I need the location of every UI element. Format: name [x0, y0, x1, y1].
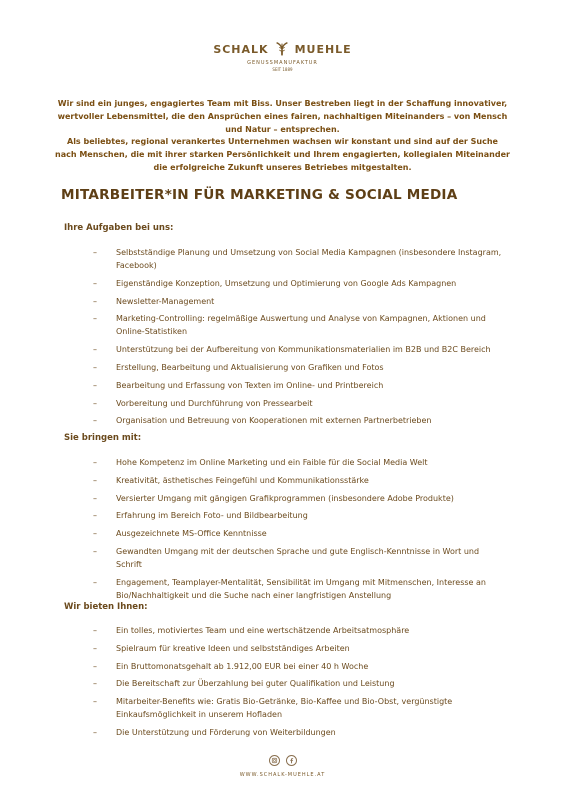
instagram-icon[interactable] — [269, 755, 280, 766]
dash-bullet: – — [93, 493, 97, 503]
job-title: MITARBEITER*IN FÜR MARKETING & SOCIAL MEDIA — [61, 187, 458, 203]
dash-bullet: – — [93, 511, 97, 521]
list-item: – Erfahrung im Bereich Foto- und Bildbearbeitung — [93, 511, 308, 521]
bring-list — [93, 456, 503, 607]
list-item: – Gewandten Umgang mit der deutschen Sprache und gute Englisch-Kenntnisse in Wort und Schrift — [93, 546, 480, 569]
dash-bullet: – — [93, 661, 97, 671]
tasks-list — [93, 246, 503, 432]
facebook-icon[interactable] — [286, 755, 297, 766]
list-item: – Hohe Kompetenz im Online Marketing und ein Faible für die Social Media Welt — [93, 458, 428, 467]
dash-bullet: – — [93, 643, 97, 653]
list-item: – Engagement, Teamplayer-Mentalität, Sensibilität im Umgang mit Mitmenschen, Interesse an Bio/Nachhaltigkeit und die Suche nach einer langfristigen Anstellung — [93, 577, 486, 600]
dash-bullet: – — [93, 398, 97, 408]
list-item: – Selbstständige Planung und Umsetzung von Social Media Kampagnen (insbesondere Instagram, Facebook) — [93, 248, 502, 270]
wheat-emblem-icon — [273, 40, 291, 58]
intro-text — [55, 98, 510, 175]
intro-paragraph-1: Wir sind ein junges, engagiertes Team mit Biss. Unser Bestreben liegt in der Schaffung innovativer, wertvoller Lebensmittel, die den Ansprüchen eines fairen, nachhaltigen Miteinanders – von Mensch und Natur – entsprechen. — [57, 99, 508, 134]
dash-bullet: – — [93, 278, 97, 288]
dash-bullet: – — [93, 458, 97, 467]
logo-text-left: SCHALK — [213, 42, 269, 56]
section-heading-offer: Wir bieten Ihnen: — [64, 602, 148, 612]
dash-bullet: – — [93, 727, 97, 737]
dash-bullet: – — [93, 345, 97, 355]
dash-bullet: – — [93, 679, 97, 689]
logo-subtitle: GENUSSMANUFAKTUR — [247, 60, 318, 66]
list-item: – Versierter Umgang mit gängigen Grafikprogrammen (insbesondere Adobe Produkte) — [93, 493, 454, 503]
list-item: – Ausgezeichnete MS-Office Kenntnisse — [93, 529, 267, 539]
list-item: – Ein Bruttomonatsgehalt ab 1.912,00 EUR bei einer 40 h Woche — [93, 661, 369, 671]
list-item: – Mitarbeiter-Benefits wie: Gratis Bio-Getränke, Bio-Kaffee und Bio-Obst, vergünstigte Einkaufsmöglichkeit in unserem Hofladen — [93, 697, 453, 720]
list-item: – Die Unterstützung und Förderung von Weiterbildungen — [93, 727, 336, 737]
dash-bullet: – — [93, 529, 97, 539]
offer-list — [93, 624, 503, 744]
dash-bullet: – — [93, 362, 97, 372]
dash-bullet: – — [93, 248, 97, 257]
list-item: – Organisation und Betreuung von Kooperationen mit externen Partnerbetrieben — [93, 416, 432, 426]
footer-website-link[interactable]: WWW.SCHALK-MUEHLE.AT — [239, 772, 326, 778]
dash-bullet: – — [93, 546, 97, 556]
footer-social-icons — [0, 755, 565, 766]
dash-bullet: – — [93, 577, 97, 587]
list-item: – Die Bereitschaft zur Überzahlung bei guter Qualifikation und Leistung — [93, 679, 395, 689]
dash-bullet: – — [93, 314, 97, 324]
list-item: – Vorbereitung und Durchführung von Pressearbeit — [93, 398, 313, 408]
dash-bullet: – — [93, 475, 97, 485]
list-item: – Bearbeitung und Erfassung von Texten im Online- und Printbereich — [93, 380, 384, 390]
logo-year: SEIT 1889 — [272, 67, 293, 72]
list-item: – Newsletter-Management — [93, 296, 215, 306]
section-heading-bring: Sie bringen mit: — [64, 433, 142, 443]
intro-paragraph-2: Als beliebtes, regional verankertes Unternehmen wachsen wir konstant und sind auf der Suche nach Menschen, die mit ihrer starken Persönlichkeit und Ihrem engagierten, kollegialen Miteinander die erfolgreiche Zukunft unseres Betriebes mitgestalten. — [55, 137, 510, 172]
list-item: – Spielraum für kreative Ideen und selbstständiges Arbeiten — [93, 643, 350, 653]
dash-bullet: – — [93, 380, 97, 390]
dash-bullet: – — [93, 416, 97, 426]
dash-bullet: – — [93, 626, 97, 635]
dash-bullet: – — [93, 697, 97, 707]
dash-bullet: – — [93, 296, 97, 306]
list-item: – Unterstützung bei der Aufbereitung von Kommunikationsmaterialien im B2B und B2C Bereich — [93, 345, 491, 355]
section-heading-tasks: Ihre Aufgaben bei uns: — [64, 223, 174, 233]
logo-text-right: MUEHLE — [294, 42, 352, 56]
list-item: – Erstellung, Bearbeitung und Aktualisierung von Grafiken und Fotos — [93, 362, 384, 372]
list-item: – Marketing-Controlling: regelmäßige Auswertung und Analyse von Kampagnen, Aktionen und Online-Statistiken — [93, 314, 486, 337]
list-item: – Eigenständige Konzeption, Umsetzung und Optimierung von Google Ads Kampagnen — [93, 278, 457, 288]
company-logo — [0, 40, 565, 72]
list-item: – Ein tolles, motiviertes Team und eine wertschätzende Arbeitsatmosphäre — [93, 626, 410, 635]
list-item: – Kreativität, ästhetisches Feingefühl und Kommunikationsstärke — [93, 475, 369, 485]
